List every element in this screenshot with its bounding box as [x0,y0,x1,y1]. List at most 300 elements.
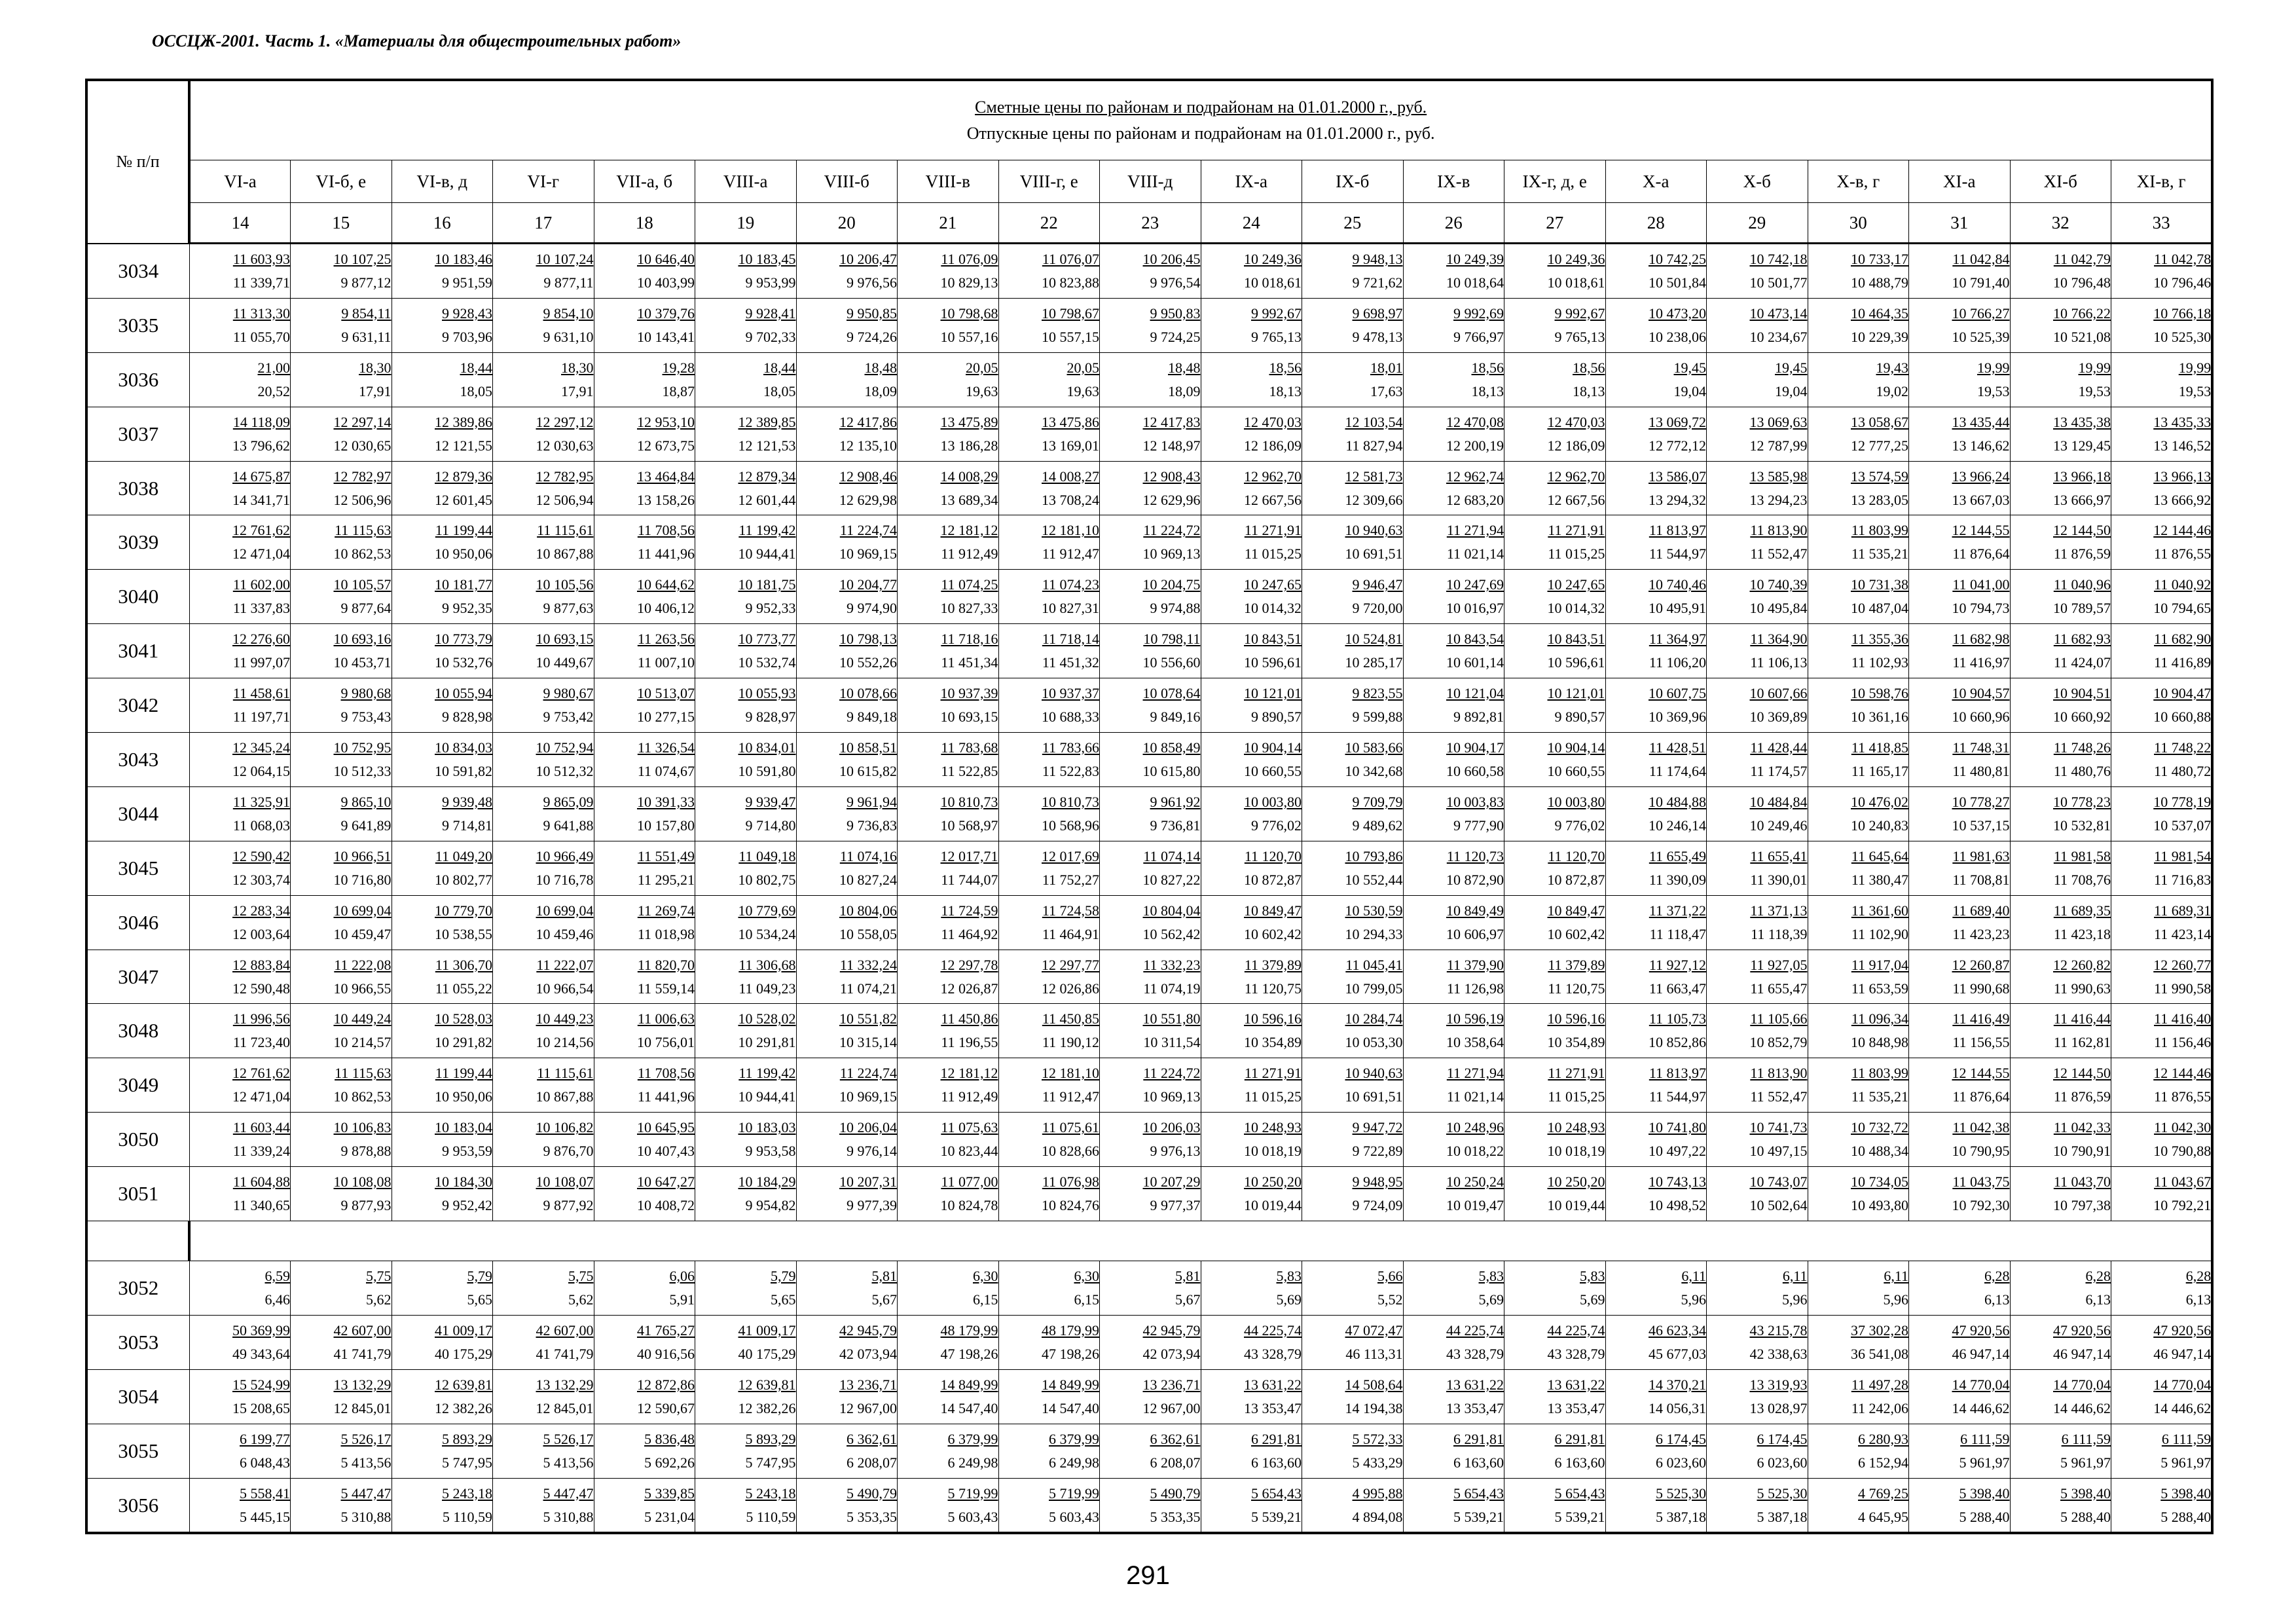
release-price: 10 406,12 [637,600,695,617]
price-cell [898,352,999,407]
release-price: 10 824,76 [1042,1197,1099,1214]
estimate-price: 5 490,79 [847,1485,897,1502]
release-price: 10 596,61 [1244,654,1302,671]
release-price: 10 229,39 [1851,328,1908,345]
release-price: 46 113,31 [1345,1345,1403,1362]
estimate-price: 11 075,61 [1042,1119,1099,1136]
region-header: VI-б, е [291,160,392,203]
price-cell [594,1058,695,1113]
price-cell [1201,1478,1302,1533]
estimate-price: 9 865,10 [340,793,392,810]
price-cell [493,244,594,299]
release-price: 12 629,96 [1142,491,1201,508]
estimate-price: 6 291,81 [1251,1430,1302,1447]
price-cell [493,1167,594,1221]
release-price: 10 018,19 [1547,1143,1605,1160]
estimate-price: 12 144,55 [1952,1065,2010,1082]
release-price: 6 048,43 [240,1454,290,1471]
price-cell [1504,895,1606,950]
estimate-price: 11 074,14 [1143,847,1201,864]
price-cell [1909,895,2011,950]
estimate-price: 12 879,34 [738,468,796,485]
release-price: 9 953,58 [745,1143,796,1160]
price-cell [2010,1167,2111,1221]
release-price: 10 361,16 [1851,709,1908,726]
price-cell [1302,515,1404,570]
release-price: 10 596,61 [1547,654,1605,671]
release-price: 12 787,99 [1749,437,1808,454]
release-price: 11 102,93 [1851,654,1908,671]
price-cell [898,841,999,895]
estimate-price: 47 920,56 [2053,1321,2111,1338]
price-cell [998,244,1100,299]
estimate-price: 6,11 [1681,1267,1706,1284]
estimate-price: 13 966,18 [2053,468,2111,485]
table-row [86,1113,2212,1167]
price-cell [1909,1478,2011,1533]
release-price: 9 951,59 [442,274,492,291]
price-cell [2111,298,2213,352]
estimate-price: 11 224,74 [839,522,897,539]
release-price: 5,69 [1580,1291,1605,1308]
estimate-price: 19,43 [1876,359,1908,376]
price-cell [493,624,594,678]
release-price: 5 433,29 [1352,1454,1403,1471]
price-cell [998,1058,1100,1113]
estimate-price: 12 017,69 [1042,847,1099,864]
price-cell [898,1058,999,1113]
estimate-price: 14 849,99 [1042,1376,1099,1393]
estimate-price: 11 269,74 [637,902,695,919]
price-cell [1100,461,1201,515]
release-price: 10 602,42 [1547,925,1605,942]
price-cell [998,841,1100,895]
price-cell [1909,461,2011,515]
estimate-price: 11 042,33 [2053,1119,2111,1136]
price-cell [1707,407,1808,461]
price-cell [1201,298,1302,352]
price-cell [291,1424,392,1478]
price-cell [1302,1167,1404,1221]
release-price: 12 845,01 [333,1399,392,1416]
estimate-price: 10 473,20 [1649,304,1706,322]
estimate-price: 19,28 [662,359,695,376]
release-price: 11 876,55 [2154,1088,2212,1105]
estimate-price: 47 920,56 [2153,1321,2212,1338]
price-cell [1605,1113,1707,1167]
price-cell [1100,895,1201,950]
release-price: 11 156,46 [2154,1034,2212,1051]
estimate-price: 11 222,07 [536,956,594,973]
price-cell [594,841,695,895]
price-cell [493,461,594,515]
release-price: 41 741,79 [536,1345,594,1362]
release-price: 10 794,65 [2153,600,2212,617]
price-cell [1707,515,1808,570]
release-price: 10 408,72 [637,1197,695,1214]
estimate-price: 10 250,24 [1446,1173,1504,1190]
price-cell [2111,352,2213,407]
estimate-price: 15 524,99 [232,1376,290,1393]
release-price: 10 660,96 [1952,709,2010,726]
estimate-price: 11 263,56 [637,631,695,648]
estimate-price: 11 813,90 [1750,522,1808,539]
price-cell [493,515,594,570]
release-price: 9 828,97 [745,709,796,726]
price-cell [1201,624,1302,678]
estimate-price: 42 945,79 [839,1321,897,1338]
estimate-price: 10 834,01 [738,739,796,756]
estimate-price: 13 966,13 [2153,468,2212,485]
price-cell [1808,461,1909,515]
price-cell [2010,461,2111,515]
release-price: 10 453,71 [333,654,392,671]
estimate-price: 11 917,04 [1851,956,1908,973]
release-price: 11 990,68 [1952,980,2010,997]
release-price: 10 862,53 [333,1088,392,1105]
estimate-price: 12 953,10 [637,413,695,430]
estimate-price: 10 940,63 [1345,1065,1403,1082]
estimate-price: 10 206,04 [839,1119,897,1136]
estimate-price: 9 950,83 [1150,304,1201,322]
release-price: 19,53 [1977,382,2010,399]
release-price: 47 198,26 [1042,1345,1099,1362]
estimate-price: 11 708,56 [637,522,695,539]
price-cell [1504,1315,1606,1369]
table-row [86,1004,2212,1058]
price-cell [1909,244,2011,299]
price-cell [2111,786,2213,841]
release-price: 9 702,33 [745,328,796,345]
estimate-price: 6 291,81 [1554,1430,1605,1447]
table-row [86,407,2212,461]
release-price: 11 876,55 [2154,545,2212,563]
release-price: 9 977,39 [847,1197,897,1214]
estimate-price: 11 689,40 [1952,902,2010,919]
estimate-price: 5 719,99 [1049,1485,1099,1502]
table-row [86,895,2212,950]
estimate-price: 11 313,30 [232,304,290,322]
estimate-price: 10 843,54 [1446,631,1504,648]
estimate-price: 13 475,89 [940,413,998,430]
release-price: 10 557,16 [940,328,998,345]
estimate-price: 11 708,56 [637,1065,695,1082]
estimate-price: 10 204,77 [839,576,897,593]
estimate-price: 10 106,82 [536,1119,594,1136]
estimate-price: 10 740,46 [1649,576,1706,593]
row-number: 3048 [86,1004,189,1058]
release-price: 10 562,42 [1142,925,1201,942]
release-price: 6 163,60 [1453,1454,1504,1471]
release-price: 10 315,14 [839,1034,897,1051]
release-price: 11 552,47 [1750,1088,1808,1105]
release-price: 11 424,07 [2053,654,2111,671]
price-cell [796,1261,898,1316]
estimate-price: 18,56 [1573,359,1605,376]
release-price: 9 877,64 [340,600,392,617]
release-price: 6 163,60 [1554,1454,1605,1471]
estimate-price: 5 572,33 [1352,1430,1403,1447]
release-price: 10 848,98 [1851,1034,1908,1051]
price-cell [695,461,797,515]
release-price: 6,46 [264,1291,290,1308]
release-price: 10 688,33 [1042,709,1099,726]
release-price: 10 493,80 [1851,1197,1908,1214]
estimate-price: 5,81 [871,1267,897,1284]
estimate-price: 13 319,93 [1749,1376,1808,1393]
row-number: 3049 [86,1058,189,1113]
estimate-price: 5,75 [568,1267,594,1284]
release-price: 10 790,91 [2053,1143,2111,1160]
price-cell [1302,1004,1404,1058]
estimate-price: 11 271,91 [1548,1065,1605,1082]
estimate-price: 6,30 [973,1267,998,1284]
price-cell [1808,733,1909,787]
price-cell [1403,678,1504,733]
release-price: 9 766,97 [1453,328,1504,345]
release-price: 10 660,58 [1446,762,1504,779]
estimate-price: 5 447,47 [340,1485,392,1502]
price-cell [493,1424,594,1478]
price-cell [1201,678,1302,733]
release-price: 10 568,97 [940,817,998,834]
release-price: 5 288,40 [1959,1508,2010,1525]
estimate-price: 18,30 [561,359,594,376]
estimate-price: 12 345,24 [232,739,290,756]
estimate-price: 10 583,66 [1345,739,1403,756]
estimate-price: 6 362,61 [1150,1430,1201,1447]
estimate-price: 12 470,03 [1547,413,1605,430]
price-cell [796,1167,898,1221]
estimate-price: 11 222,08 [334,956,392,973]
estimate-price: 6 199,77 [240,1430,290,1447]
release-price: 11 018,98 [637,925,695,942]
price-cell [1605,461,1707,515]
release-price: 10 369,89 [1749,709,1808,726]
price-cell [189,407,291,461]
estimate-price: 10 598,76 [1851,685,1908,702]
release-price: 10 827,22 [1142,871,1201,888]
price-cell [1808,1369,1909,1424]
row-number: 3047 [86,950,189,1004]
release-price: 5,65 [771,1291,796,1308]
estimate-price: 11 428,51 [1649,739,1706,756]
price-cell [898,1004,999,1058]
price-cell [594,624,695,678]
estimate-price: 14 118,09 [232,413,290,430]
price-cell [291,733,392,787]
release-price: 13 353,47 [1446,1399,1504,1416]
estimate-price: 10 249,36 [1244,250,1302,267]
release-price: 47 198,26 [940,1345,998,1362]
release-price: 5 288,40 [2160,1508,2212,1525]
release-price: 5 413,56 [340,1454,392,1471]
estimate-price: 10 464,35 [1851,304,1908,322]
price-cell [1302,1315,1404,1369]
release-price: 9 714,81 [442,817,492,834]
release-price: 9 976,56 [847,274,897,291]
release-price: 13 666,92 [2153,491,2212,508]
table-row [86,1478,2212,1533]
release-price: 5,67 [871,1291,897,1308]
release-price: 10 556,60 [1142,654,1201,671]
release-price: 11 451,32 [1042,654,1099,671]
estimate-price: 11 042,30 [2154,1119,2212,1136]
release-price: 9 976,54 [1150,274,1201,291]
estimate-price: 11 803,99 [1851,522,1908,539]
price-cell [1707,570,1808,624]
release-price: 5 310,88 [543,1508,594,1525]
price-table-body [86,80,2212,1533]
release-price: 10 498,52 [1649,1197,1706,1214]
estimate-price: 12 470,08 [1446,413,1504,430]
price-table [85,79,2214,1534]
price-cell [594,950,695,1004]
price-cell [796,1478,898,1533]
table-row [86,244,2212,299]
price-cell [1201,1113,1302,1167]
release-price: 18,87 [662,382,695,399]
release-price: 12 121,53 [738,437,796,454]
row-number: 3054 [86,1369,189,1424]
estimate-price: 12 144,50 [2053,1065,2111,1082]
price-cell [291,841,392,895]
estimate-price: 11 682,98 [1952,631,2010,648]
price-cell [2111,841,2213,895]
estimate-price: 6 280,93 [1858,1430,1908,1447]
row-number: 3041 [86,624,189,678]
price-cell [1403,841,1504,895]
estimate-price: 10 834,03 [435,739,492,756]
release-price: 13 186,28 [940,437,998,454]
price-cell [796,570,898,624]
price-cell [2010,733,2111,787]
release-price: 9 878,88 [340,1143,392,1160]
price-cell [1201,461,1302,515]
release-price: 10 291,82 [435,1034,492,1051]
release-price: 11 423,23 [1952,925,2010,942]
estimate-price: 12 470,03 [1244,413,1302,430]
estimate-price: 19,45 [1673,359,1706,376]
estimate-price: 10 644,62 [637,576,695,593]
estimate-price: 11 105,73 [1649,1010,1706,1027]
price-cell [998,352,1100,407]
price-cell [291,624,392,678]
release-price: 5 539,21 [1251,1508,1302,1525]
price-cell [1605,1261,1707,1316]
release-price: 19,63 [966,382,998,399]
estimate-price: 10 752,94 [536,739,594,756]
release-price: 12 777,25 [1851,437,1908,454]
release-price: 40 175,29 [738,1345,796,1362]
table-row [86,678,2212,733]
price-cell [1302,733,1404,787]
estimate-price: 48 179,99 [940,1321,998,1338]
price-cell [695,624,797,678]
estimate-price: 12 103,54 [1345,413,1403,430]
estimate-price: 12 181,10 [1042,1065,1099,1082]
estimate-price: 14 675,87 [232,468,290,485]
estimate-price: 9 698,97 [1352,304,1403,322]
estimate-price: 10 693,15 [536,631,594,648]
price-cell [2010,244,2111,299]
estimate-price: 42 945,79 [1142,1321,1201,1338]
release-price: 10 532,81 [2053,817,2111,834]
release-price: 13 796,62 [232,437,290,454]
price-cell [998,298,1100,352]
estimate-price: 11 813,97 [1649,1065,1706,1082]
price-cell [189,1261,291,1316]
release-price: 11 990,58 [2154,980,2212,997]
release-price: 10 852,86 [1649,1034,1706,1051]
release-price: 11 339,71 [232,274,290,291]
table-row [86,841,2212,895]
price-cell [1707,678,1808,733]
estimate-price: 14 508,64 [1345,1376,1403,1393]
price-cell [189,352,291,407]
estimate-price: 11 326,54 [637,739,695,756]
price-cell [1403,1261,1504,1316]
release-price: 9 892,81 [1453,709,1504,726]
price-cell [1808,1261,1909,1316]
price-cell [796,1315,898,1369]
estimate-price: 11 332,24 [839,956,897,973]
release-price: 11 120,75 [1244,980,1302,997]
release-price: 5,52 [1377,1291,1403,1308]
price-cell [1201,407,1302,461]
price-cell [898,407,999,461]
release-price: 13 294,23 [1749,491,1808,508]
estimate-price: 47 920,56 [1952,1321,2010,1338]
estimate-price: 11 074,23 [1042,576,1099,593]
price-cell [1909,1315,2011,1369]
release-price: 18,09 [864,382,897,399]
estimate-price: 12 761,62 [232,1065,290,1082]
price-cell [1707,1261,1808,1316]
price-cell [1504,1261,1606,1316]
row-number: 3056 [86,1478,189,1533]
release-price: 9 890,57 [1251,709,1302,726]
price-cell [392,1424,493,1478]
price-cell [1302,461,1404,515]
estimate-price: 10 003,80 [1547,793,1605,810]
release-price: 13 028,97 [1749,1399,1808,1416]
release-price: 5,69 [1478,1291,1504,1308]
price-cell [1100,624,1201,678]
release-price: 9 877,92 [543,1197,594,1214]
price-cell [1302,244,1404,299]
price-cell [1707,950,1808,1004]
release-price: 11 912,49 [941,1088,998,1105]
release-price: 13 353,47 [1547,1399,1605,1416]
price-cell [291,1113,392,1167]
separator-cell [189,1221,2212,1261]
price-cell [1605,624,1707,678]
price-cell [998,461,1100,515]
estimate-price: 11 096,34 [1851,1010,1908,1027]
release-price: 10 716,78 [536,871,594,888]
price-cell [392,678,493,733]
estimate-price: 12 908,43 [1142,468,1201,485]
release-price: 36 541,08 [1851,1345,1908,1362]
release-price: 5 310,88 [340,1508,392,1525]
estimate-price: 10 766,22 [2053,304,2111,322]
price-cell [2010,841,2111,895]
estimate-price: 18,56 [1471,359,1504,376]
column-number: 17 [493,203,594,244]
price-cell [392,461,493,515]
release-price: 12 186,09 [1547,437,1605,454]
